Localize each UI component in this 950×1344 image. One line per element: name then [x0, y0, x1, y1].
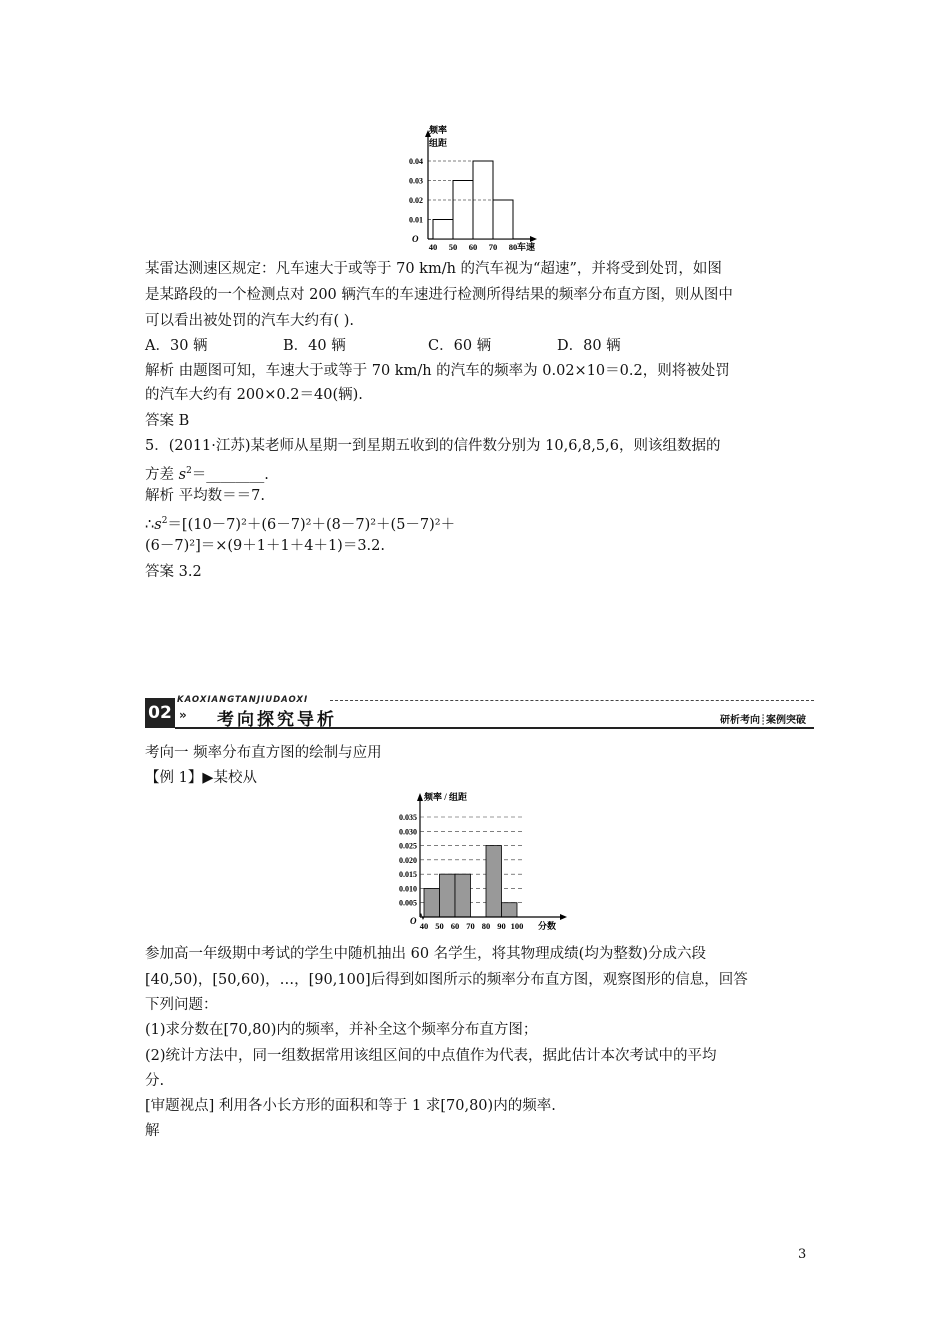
- score-histogram: [380, 790, 580, 940]
- analysis-text: 解析 平均数＝＝7.: [145, 488, 265, 504]
- bar: [424, 888, 440, 917]
- question-5-text: 方差 $s^2=\_\_\_\_\_\_\_\_$.: [145, 466, 269, 483]
- page-number: 3: [798, 1247, 807, 1262]
- x-tick-label: 60: [468, 242, 478, 252]
- y-tick-label: 0.04: [409, 157, 423, 166]
- analysis-text: 解析 由题图可知，车速大于或等于 70 km/h 的汽车的频率为 0.02×10＝0.2，则将被处罚: [145, 363, 730, 379]
- banner-rule: [175, 727, 814, 729]
- y-tick-label: 0.030: [399, 827, 417, 837]
- dotted-divider: [330, 700, 814, 701]
- y-tick-label: 0.01: [409, 215, 423, 225]
- sub-question: (2)统计方法中，同一组数据常用该组区间的中点值作为代表，据此估计本次考试中的平均: [145, 1048, 717, 1064]
- topic-heading: 考向一 频率分布直方图的绘制与应用: [145, 745, 382, 761]
- bar: [502, 903, 518, 917]
- bar: [455, 874, 471, 917]
- y-tick-label: 0.03: [409, 176, 423, 186]
- x-tick-label: 80: [481, 921, 491, 931]
- question-5-text: 5．(2011·江苏)某老师从星期一到星期五收到的信件数分别为 10,6,8,5,6，则该组数据的: [145, 438, 721, 454]
- x-tick-label: 40: [419, 921, 429, 931]
- y-tick-label: 0.015: [399, 870, 417, 880]
- sub-question: 分.: [145, 1073, 165, 1089]
- section-title: 考向探究导析: [217, 710, 337, 730]
- x-axis-label: 分数: [538, 921, 557, 931]
- x-tick-label: 70: [466, 921, 475, 931]
- option-a: A．30 辆: [145, 338, 208, 354]
- bar: [493, 200, 513, 239]
- x-tick-label: 40: [428, 242, 438, 252]
- section-banner: [145, 695, 814, 730]
- y-tick-label: 0.025: [399, 841, 417, 851]
- origin-label: O: [410, 916, 417, 926]
- sub-question: (1)求分数在[70,80)内的频率，并补全这个频率分布直方图；: [145, 1022, 538, 1038]
- x-tick-label: 50: [448, 242, 458, 252]
- y-tick-label: 0.020: [399, 855, 417, 865]
- bar: [433, 220, 453, 240]
- bar: [453, 181, 473, 240]
- problem-text-line: 可以看出被处罚的汽车大约有( ).: [145, 313, 355, 329]
- section-pinyin: KAOXIANGTANJIUDAOXI: [177, 695, 309, 705]
- solution-label: 解: [145, 1123, 160, 1139]
- x-axis-arrow: [560, 914, 567, 920]
- problem-text-line: [40,50)，[50,60)，…，[90,100]后得到如图所示的频率分布直方图，观察图形的信息，回答: [145, 972, 748, 988]
- origin-label: O: [412, 234, 419, 244]
- analysis-text: 的汽车大约有 200×0.2＝40(辆).: [145, 387, 363, 403]
- section-subtitle: 研析考向┊案例突破: [719, 715, 806, 726]
- option-b: B．40 辆: [283, 338, 346, 354]
- bar: [440, 874, 456, 917]
- y-tick-label: 0.005: [399, 898, 417, 908]
- example-label: 【例 1】▶某校从: [145, 770, 257, 786]
- x-axis-label: 车速: [517, 242, 536, 252]
- section-number: 02: [145, 698, 175, 728]
- x-tick-label: 70: [488, 242, 498, 252]
- answer-text: 答案 3.2: [145, 564, 202, 580]
- y-tick-label: 0.02: [409, 196, 423, 205]
- bar: [486, 846, 502, 917]
- analysis-text: (6－7)²]＝×(9＋1＋1＋4＋1)＝3.2.: [145, 538, 385, 554]
- chevron-icon: »: [179, 708, 187, 722]
- x-tick-label: 50: [435, 921, 444, 931]
- problem-text-line: 参加高一年级期中考试的学生中随机抽出 60 名学生，将其物理成绩(均为整数)分成六段: [145, 946, 706, 962]
- x-tick-label: 60: [450, 921, 460, 931]
- y-axis-arrow: [417, 793, 423, 801]
- y-tick-label: 0.035: [399, 813, 417, 822]
- analysis-text: $\therefore s^2=[(10-7)^2+(6-7)^2+(8-7)^2+(5-7)^2+$: [145, 516, 456, 533]
- option-c: C．60 辆: [428, 338, 492, 354]
- x-tick-label: 100: [510, 921, 524, 931]
- problem-text-line: 是某路段的一个检测点对 200 辆汽车的车速进行检测所得结果的频率分布直方图，则从图中: [145, 287, 733, 303]
- x-tick-label: 90: [497, 921, 506, 931]
- problem-text-line: 某雷达测速区规定：凡车速大于或等于 70 km/h 的汽车视为“超速”，并将受到处罚，如图: [145, 261, 722, 277]
- y-tick-label: 0.010: [399, 884, 417, 894]
- option-d: D．80 辆: [557, 338, 621, 354]
- y-axis-label: 频率 / 组距: [424, 792, 468, 802]
- y-axis-label: 组距: [429, 138, 448, 148]
- answer-text: 答案 B: [145, 413, 190, 429]
- speed-histogram: [395, 122, 555, 257]
- y-axis-label: 频率: [429, 125, 448, 135]
- problem-text-line: 下列问题：: [145, 997, 218, 1013]
- hint-text: [审题视点] 利用各小长方形的面积和等于 1 求[70,80)内的频率.: [145, 1098, 556, 1114]
- x-tick-label: 80: [508, 242, 518, 252]
